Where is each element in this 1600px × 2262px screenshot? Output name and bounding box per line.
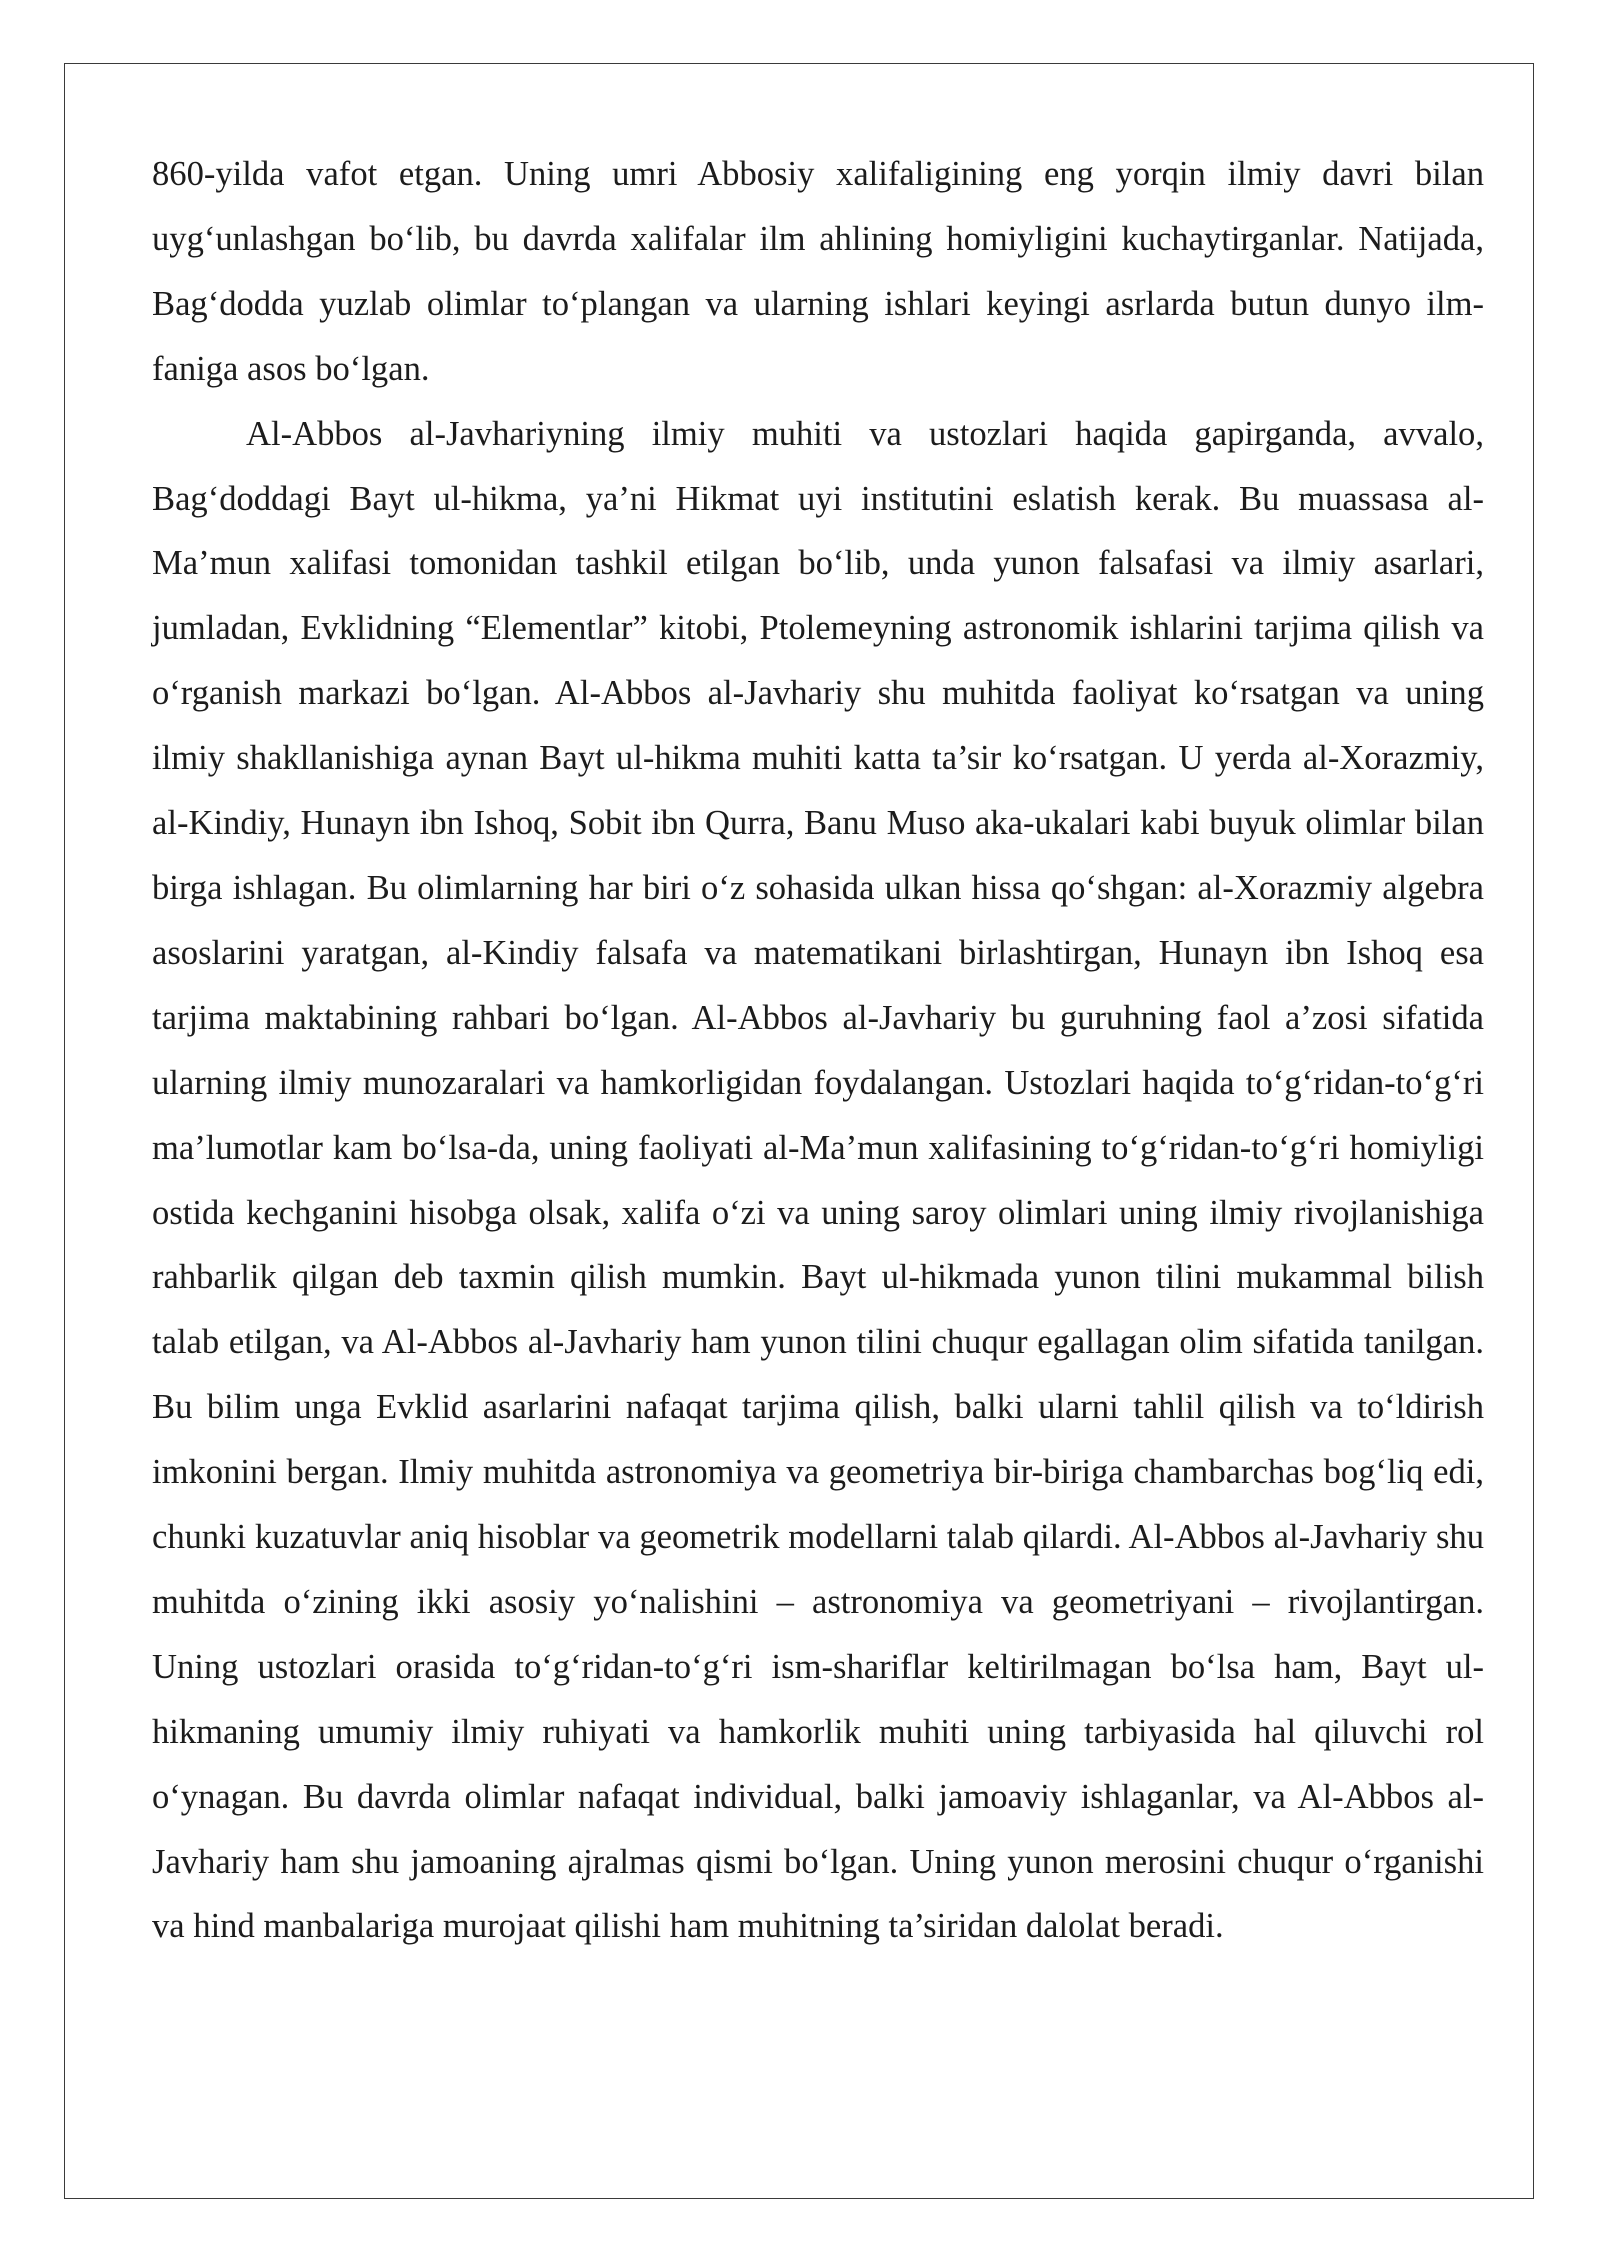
paragraph-1: 860-yilda vafot etgan. Uning umri Abbosiy xalifaligining eng yorqin ilmiy davri bilan uyg‘unlashgan bo‘lib, bu davrda xalifalar ilm ahlining homiyligini kuchaytirganlar. Natijada, Bag‘dodda yuzlab olimlar to‘plangan va ularning ishlari keyingi asrlarda butun dunyo ilm-faniga asos bo‘lgan. (152, 155, 1484, 388)
paragraph-2: Al-Abbos al-Javhariyning ilmiy muhiti va ustozlari haqida gapirganda, avvalo, Bag‘doddagi Bayt ul-hikma, ya’ni Hikmat uyi institutini eslatish kerak. Bu muassasa al-Ma’mun xalifasi tomonidan tashkil etilgan bo‘lib, unda yunon falsafasi va ilmiy asarlari, jumladan, Evklidning “Elementlar” kitobi, Ptolemeyning astronomik ishlarini tarjima qilish va o‘rganish markazi bo‘lgan. Al-Abbos al-Javhariy shu muhitda faoliyat ko‘rsatgan va uning ilmiy shakllanishiga aynan Bayt ul-hikma muhiti katta ta’sir ko‘rsatgan. U yerda al-Xorazmiy, al-Kindiy, Hunayn ibn Ishoq, Sobit ibn Qurra, Banu Muso aka-ukalari kabi buyuk olimlar bilan birga ishlagan. Bu olimlarning har biri o‘z sohasida ulkan hissa qo‘shgan: al-Xorazmiy algebra asoslarini yaratgan, al-Kindiy falsafa va matematikani birlashtirgan, Hunayn ibn Ishoq esa tarjima maktabining rahbari bo‘lgan. Al-Abbos al-Javhariy bu guruhning faol a’zosi sifatida ularning ilmiy munozaralari va hamkorligidan foydalangan. Ustozlari haqida to‘g‘ridan-to‘g‘ri ma’lumotlar kam bo‘lsa-da, uning faoliyati al-Ma’mun xalifasining to‘g‘ridan-to‘g‘ri homiyligi ostida kechganini hisobga olsak, xalifa o‘zi va uning saroy olimlari uning ilmiy rivojlanishiga rahbarlik qilgan deb taxmin qilish mumkin. Bayt ul-hikmada yunon tilini mukammal bilish talab etilgan, va Al-Abbos al-Javhariy ham yunon tilini chuqur egallagan olim sifatida tanilgan. Bu bilim unga Evklid asarlarini nafaqat tarjima qilish, balki ularni tahlil qilish va to‘ldirish imkonini bergan. Ilmiy muhitda astronomiya va geometriya bir-biriga chambarchas bog‘liq edi, chunki kuzatuvlar aniq hisoblar va geometrik modellarni talab qilardi. Al-Abbos al-Javhariy shu muhitda o‘zining ikki asosiy yo‘nalishini – astronomiya va geometriyani – rivojlantirgan. Uning ustozlari orasida to‘g‘ridan-to‘g‘ri ism-shariflar keltirilmagan bo‘lsa ham, Bayt ul-hikmaning umumiy ilmiy ruhiyati va hamkorlik muhiti uning tarbiyasida hal qiluvchi rol o‘ynagan. Bu davrda olimlar nafaqat individual, balki jamoaviy ishlaganlar, va Al-Abbos al-Javhariy ham shu jamoaning ajralmas qismi bo‘lgan. Uning yunon merosini chuqur o‘rganishi va hind manbalariga murojaat qilishi ham muhitning ta’siridan dalolat beradi. (152, 414, 1484, 1946)
document-body (152, 142, 1484, 1959)
